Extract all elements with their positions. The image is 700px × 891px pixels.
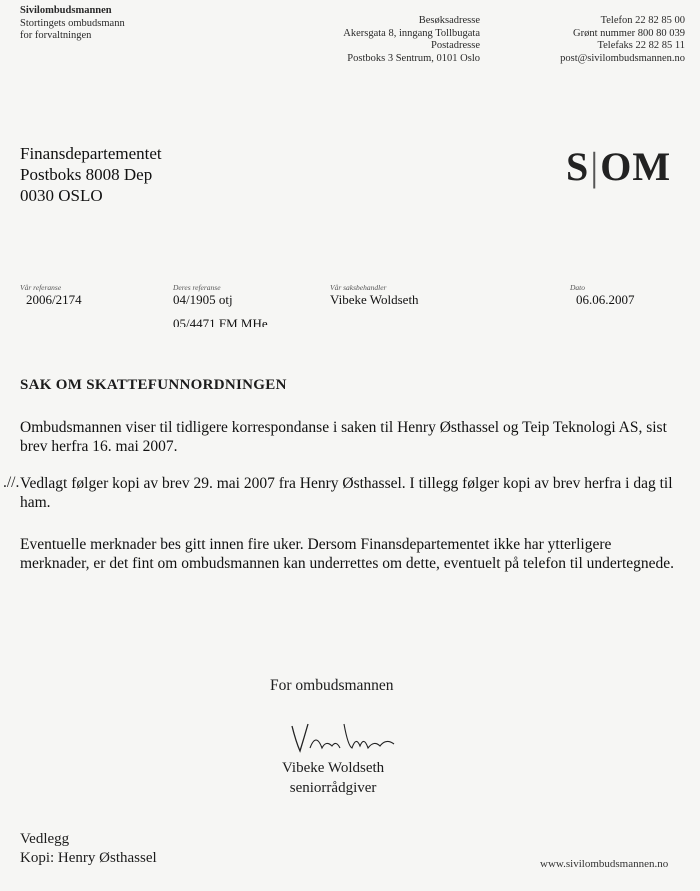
fax: Telefaks 22 82 85 11 bbox=[597, 40, 685, 51]
logo-right: OM bbox=[600, 144, 672, 189]
addressee-line2: Postboks 8008 Dep bbox=[20, 165, 153, 184]
green-number: Grønt nummer 800 80 039 bbox=[573, 27, 685, 39]
contact-block bbox=[520, 15, 685, 65]
email: post@sivilombudsmannen.no bbox=[560, 52, 685, 64]
letter-title: SAK OM SKATTEFUNNORDNINGEN bbox=[20, 377, 287, 393]
address-block bbox=[300, 15, 480, 65]
paragraph-3: Eventuelle merknader bes gitt innen fire uker. Dersom Finansdepartementet ikke har ytterligere merknader, er det fint om ombudsmannen kan underrettes om dette, eventuelt på telefon til undertegnede. bbox=[20, 536, 675, 572]
paragraph-1: Ombudsmannen viser til tidligere korrespondanse i saken til Henry Østhassel og Teip Teknologi AS, sist brev herfra 16. mai 2007. bbox=[20, 419, 667, 455]
handler-label: Vår saksbehandler bbox=[330, 283, 387, 292]
som-logo bbox=[566, 143, 671, 190]
org-name: Sivilombudsmannen bbox=[20, 5, 112, 16]
phone: Telefon 22 82 85 00 bbox=[600, 15, 685, 26]
your-ref-label: Deres referanse bbox=[173, 283, 221, 292]
date-label: Dato bbox=[570, 283, 585, 292]
signer-block bbox=[282, 758, 384, 798]
addressee-line1: Finansdepartementet bbox=[20, 144, 162, 163]
our-reference bbox=[20, 283, 82, 308]
addressee-line3: 0030 OSLO bbox=[20, 186, 103, 205]
date-value: 06.06.2007 bbox=[576, 292, 635, 307]
handler-value: Vibeke Woldseth bbox=[330, 292, 419, 307]
enclosure-label: Vedlegg bbox=[20, 831, 70, 847]
visit-label: Besøksadresse bbox=[418, 15, 480, 26]
copy-recipient: Kopi: Henry Østhassel bbox=[20, 850, 157, 866]
your-ref-value: 04/1905 otj bbox=[173, 292, 233, 307]
signer-name: Vibeke Woldseth bbox=[282, 760, 385, 776]
logo-left: S bbox=[566, 144, 590, 189]
logo-separator: | bbox=[590, 144, 600, 189]
signer-title: seniorrådgiver bbox=[289, 780, 377, 796]
postal-address: Postboks 3 Sentrum, 0101 Oslo bbox=[347, 52, 480, 64]
handwritten-signature bbox=[288, 718, 398, 758]
enclosures-block bbox=[20, 830, 157, 868]
visit-address: Akersgata 8, inngang Tollbugata bbox=[343, 27, 480, 39]
org-block bbox=[20, 5, 125, 43]
enclosure-mark: .//. bbox=[3, 474, 20, 491]
closing-greeting: For ombudsmannen bbox=[270, 677, 394, 694]
case-handler bbox=[330, 283, 419, 308]
letter-date bbox=[570, 283, 635, 308]
our-ref-label: Vår referanse bbox=[20, 283, 62, 292]
org-line3: for forvaltningen bbox=[20, 30, 92, 41]
your-reference bbox=[173, 283, 233, 308]
addressee-block bbox=[20, 143, 162, 206]
paragraph-2: Vedlagt følger kopi av brev 29. mai 2007 fra Henry Østhassel. I tillegg følger kopi av brev herfra i dag til ham. bbox=[20, 475, 673, 511]
footer-url: www.sivilombudsmannen.no bbox=[540, 858, 669, 870]
our-ref-value: 2006/2174 bbox=[26, 292, 82, 307]
postal-label: Postadresse bbox=[431, 40, 480, 51]
your-ref-extra: 05/4471 FM MHe bbox=[173, 316, 268, 327]
org-line2: Stortingets ombudsmann bbox=[20, 17, 125, 29]
